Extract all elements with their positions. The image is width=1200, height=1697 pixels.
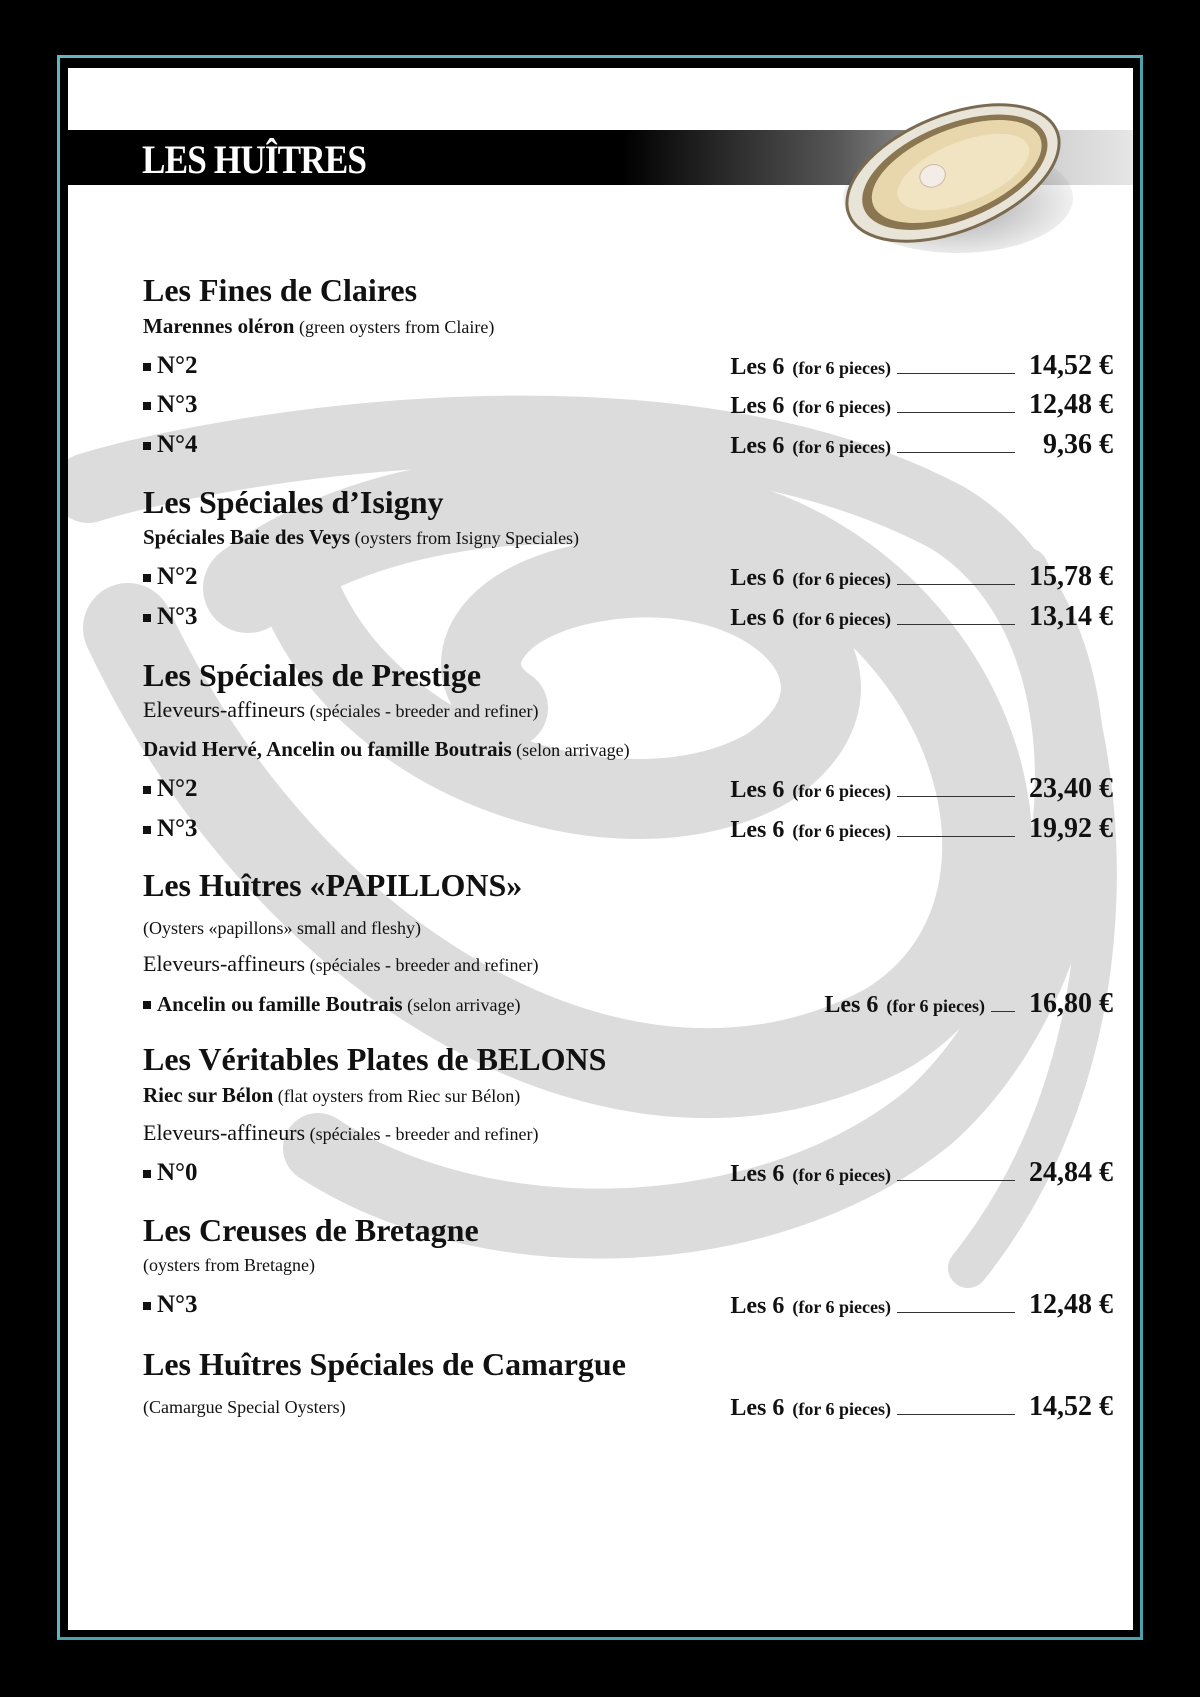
price-amount: 12,48 € (1029, 389, 1113, 420)
price-group (730, 559, 1113, 597)
section-title: Les Spéciales de Prestige (143, 657, 482, 693)
price-leader (897, 1179, 1015, 1181)
item-note: (selon arrivage) (402, 995, 521, 1015)
oyster-image (833, 88, 1133, 268)
price-leader (897, 372, 1015, 374)
bullet-icon (143, 1302, 151, 1310)
price-unit: (for 6 pieces) (792, 1297, 891, 1317)
price-leader (897, 583, 1015, 585)
item-name: Marennes oléron (143, 314, 295, 338)
price-group (730, 1287, 1113, 1325)
price-quantity: Les 6 (730, 777, 785, 803)
menu-line (143, 771, 1113, 807)
price-leader (897, 1413, 1015, 1415)
item-note: (flat oysters from Riec sur Bélon) (273, 1086, 521, 1106)
price-leader (897, 623, 1015, 625)
price-leader (897, 795, 1015, 797)
section-title: Les Huîtres Spéciales de Camargue (143, 1346, 626, 1382)
item-size: N°3 (157, 815, 198, 842)
price-quantity: Les 6 (730, 605, 785, 631)
price-amount: 23,40 € (1029, 773, 1113, 804)
price-unit: (for 6 pieces) (792, 569, 891, 589)
price-leader (897, 411, 1015, 413)
section-title: Les Huîtres «PAPILLONS» (143, 867, 523, 903)
price-group (730, 599, 1113, 637)
item-label: Eleveurs-affineurs (143, 697, 306, 722)
price-quantity: Les 6 (730, 817, 785, 843)
price-unit: (for 6 pieces) (792, 397, 891, 417)
price-unit: (for 6 pieces) (792, 781, 891, 801)
item-size: N°3 (157, 603, 198, 630)
menu-line (143, 1247, 1113, 1283)
item-name: Ancelin ou famille Boutrais (157, 992, 403, 1016)
item-note: (oysters from Isigny Speciales) (350, 528, 580, 548)
price-quantity: Les 6 (730, 433, 785, 459)
price-amount: 9,36 € (1043, 429, 1113, 460)
price-unit: (for 6 pieces) (792, 358, 891, 378)
page-title: LES HUÎTRES (142, 137, 367, 182)
bullet-icon (143, 442, 151, 450)
price-amount: 24,84 € (1029, 1157, 1113, 1188)
item-name: David Hervé, Ancelin ou famille Boutrais (143, 737, 512, 761)
menu-line (143, 811, 1113, 847)
menu-line (143, 692, 1113, 728)
menu-line (143, 348, 1113, 384)
price-amount: 19,92 € (1029, 813, 1113, 844)
menu-line (143, 427, 1113, 463)
bullet-icon (143, 1170, 151, 1178)
item-note: (selon arrivage) (511, 740, 630, 760)
section-title: Les Véritables Plates de BELONS (143, 1041, 607, 1077)
price-group (730, 811, 1113, 849)
menu-line (143, 599, 1113, 635)
price-group (824, 986, 1113, 1024)
menu-line (143, 1077, 1113, 1113)
price-leader (897, 1311, 1015, 1313)
bullet-icon (143, 363, 151, 371)
price-amount: 15,78 € (1029, 561, 1113, 592)
price-amount: 14,52 € (1029, 350, 1113, 381)
price-unit: (for 6 pieces) (792, 437, 891, 457)
price-quantity: Les 6 (730, 1395, 785, 1421)
item-note: (Oysters «papillons» small and fleshy) (143, 918, 421, 938)
price-leader (897, 835, 1015, 837)
price-unit: (for 6 pieces) (792, 609, 891, 629)
menu-line (143, 308, 1113, 344)
menu-line (143, 1287, 1113, 1323)
menu-line (143, 1389, 1113, 1425)
price-amount: 13,14 € (1029, 601, 1113, 632)
item-size: N°2 (157, 352, 198, 379)
item-note: (oysters from Bretagne) (143, 1255, 315, 1275)
menu-line (143, 731, 1113, 767)
menu-line (143, 1155, 1113, 1191)
item-size: N°0 (157, 1159, 198, 1186)
price-unit: (for 6 pieces) (792, 1399, 891, 1419)
menu-line (143, 986, 1113, 1022)
price-group (730, 348, 1113, 386)
bullet-icon (143, 786, 151, 794)
item-size: N°4 (157, 431, 198, 458)
item-name: Riec sur Bélon (143, 1083, 274, 1107)
bullet-icon (143, 574, 151, 582)
price-quantity: Les 6 (730, 1161, 785, 1187)
price-group (730, 771, 1113, 809)
price-unit: (for 6 pieces) (792, 1165, 891, 1185)
item-name: Spéciales Baie des Veys (143, 525, 351, 549)
price-leader (991, 1010, 1015, 1012)
section-title: Les Fines de Claires (143, 272, 418, 308)
price-unit: (for 6 pieces) (792, 821, 891, 841)
menu-line (143, 946, 1113, 982)
price-quantity: Les 6 (730, 393, 785, 419)
price-group (730, 427, 1113, 465)
section-title: Les Creuses de Bretagne (143, 1212, 479, 1248)
item-label: Eleveurs-affineurs (143, 1120, 306, 1145)
bullet-icon (143, 614, 151, 622)
section-title: Les Spéciales d’Isigny (143, 484, 444, 520)
item-size: N°2 (157, 563, 198, 590)
item-note: (Camargue Special Oysters) (143, 1397, 346, 1417)
item-note: (green oysters from Claire) (294, 317, 495, 337)
price-group (730, 1389, 1113, 1427)
menu-line (143, 1115, 1113, 1151)
price-leader (897, 451, 1015, 453)
menu-line (143, 910, 1113, 946)
price-amount: 12,48 € (1029, 1289, 1113, 1320)
menu-line (143, 519, 1113, 555)
item-size: N°2 (157, 775, 198, 802)
price-group (730, 387, 1113, 425)
price-quantity: Les 6 (824, 992, 879, 1018)
item-size: N°3 (157, 1291, 198, 1318)
item-label: Eleveurs-affineurs (143, 951, 306, 976)
menu-line (143, 559, 1113, 595)
price-group (730, 1155, 1113, 1193)
price-quantity: Les 6 (730, 565, 785, 591)
item-note: (spéciales - breeder and refiner) (305, 955, 539, 975)
bullet-icon (143, 402, 151, 410)
item-note: (spéciales - breeder and refiner) (305, 1124, 539, 1144)
item-note: (spéciales - breeder and refiner) (305, 701, 539, 721)
menu-page (68, 68, 1133, 1630)
bullet-icon (143, 1001, 151, 1009)
price-amount: 16,80 € (1029, 988, 1113, 1019)
item-size: N°3 (157, 391, 198, 418)
bullet-icon (143, 826, 151, 834)
menu-line (143, 387, 1113, 423)
price-unit: (for 6 pieces) (886, 996, 985, 1016)
price-amount: 14,52 € (1029, 1391, 1113, 1422)
price-quantity: Les 6 (730, 354, 785, 380)
price-quantity: Les 6 (730, 1293, 785, 1319)
